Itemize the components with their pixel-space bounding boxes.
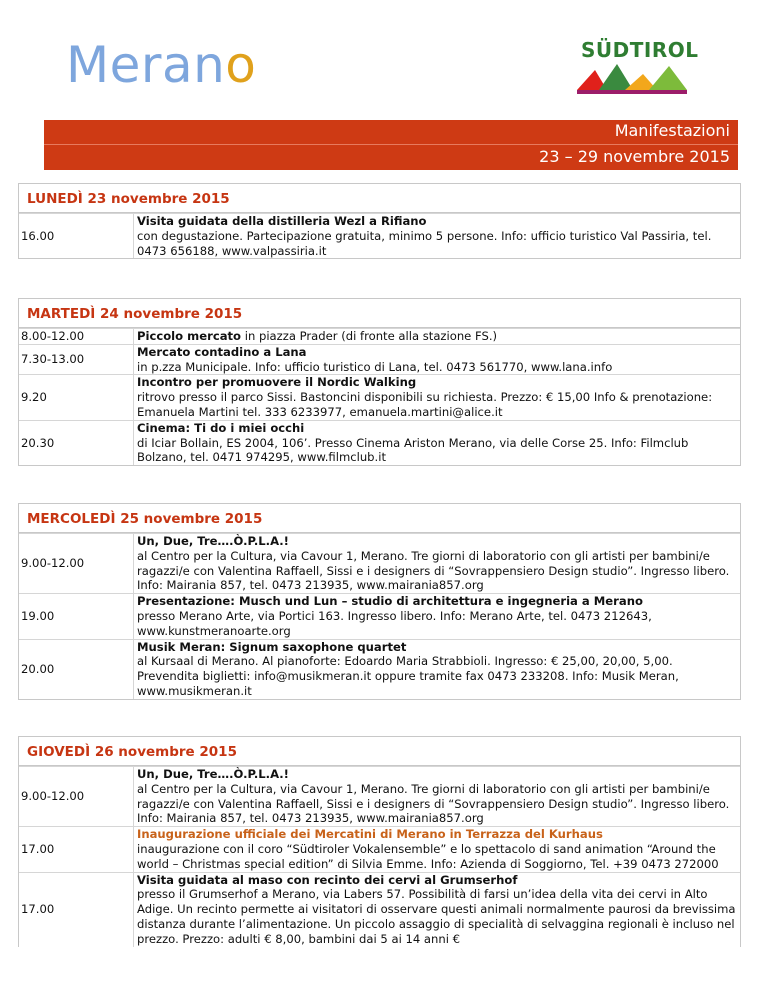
event-description [134, 214, 740, 258]
event-title: Visita guidata della distilleria Wezl a Rifiano [137, 214, 427, 228]
event-time: 20.00 [19, 640, 134, 699]
day-title [19, 184, 740, 213]
event-description [134, 421, 740, 465]
day-name: MERCOLEDÌ [27, 511, 116, 527]
event-time: 19.00 [19, 594, 134, 638]
merano-logo-o: o [225, 36, 257, 94]
event-title: Un, Due, Tre….Ò.P.L.A.! [137, 534, 289, 548]
event-time: 17.00 [19, 873, 134, 947]
event-title: Cinema: Ti do i miei occhi [137, 420, 305, 435]
event-row [19, 593, 740, 638]
day-block-wednesday [18, 503, 741, 700]
event-description [134, 827, 740, 871]
event-title: Presentazione: Musch und Lun – studio di architettura e ingegneria a Merano [137, 594, 643, 609]
sudtirol-logo [573, 34, 699, 96]
merano-logo [66, 36, 256, 94]
event-row [19, 420, 740, 465]
event-description [134, 534, 740, 593]
event-title: Un, Due, Tre….Ò.P.L.A.! [137, 767, 289, 781]
event-body: presso Merano Arte, via Portici 163. Ingresso libero. Info: Merano Arte, tel. 0473 212643, www.kunstmeranoarte.org [137, 608, 652, 638]
event-description [134, 375, 740, 419]
event-time: 17.00 [19, 827, 134, 871]
event-time: 8.00-12.00 [19, 329, 134, 344]
event-time: 9.00-12.00 [19, 767, 134, 826]
event-body: in p.zza Municipale. Info: ufficio turistico di Lana, tel. 0473 561770, www.lana.info [137, 359, 613, 374]
day-date: 23 novembre 2015 [82, 191, 230, 207]
event-row [19, 826, 740, 871]
event-body: con degustazione. Partecipazione gratuita, minimo 5 persone. Info: ufficio turistico Val Passiria, tel. 0473 656188, www.valpassiria.it [137, 228, 712, 258]
day-date: 26 novembre 2015 [90, 744, 237, 760]
event-body: ritrovo presso il parco Sissi. Bastoncini disponibili su richiesta. Prezzo: € 15,00 Info & prenotazione: Emanuela Martini tel. 333 6233977, emanuela.martini@alice.it [137, 390, 713, 419]
event-title: Visita guidata al maso con recinto dei cervi al Grumserhof [137, 872, 518, 887]
event-description [134, 594, 740, 638]
day-block-tuesday [18, 298, 741, 466]
header-title: Manifestazioni [614, 121, 730, 140]
header-divider [44, 144, 738, 145]
day-name: LUNEDÌ [27, 191, 83, 207]
header-dates: 23 – 29 novembre 2015 [539, 147, 730, 166]
event-body: al Centro per la Cultura, via Cavour 1, Merano. Tre giorni di laboratorio con gli artisti per bambini/e ragazzi/e con Valentina Raffaell, Sissi e i designers di “Sovrappensiero Design studio”. Ingresso libero. Info: Mairania 857, tel. 0473 213935, www.mairania857.org [137, 781, 730, 826]
event-row [19, 374, 740, 419]
event-time: 9.00-12.00 [19, 534, 134, 593]
event-description [134, 329, 740, 344]
event-row [19, 328, 740, 344]
event-body: al Kursaal di Merano. Al pianoforte: Edoardo Maria Strabbioli. Ingresso: € 25,00, 20,00, 5,00. Prevendita biglietti: info@musikmeran.it oppure tramite fax 0473 233208. Info: Musik Meran, www.musikmeran.it [137, 654, 679, 698]
event-description [134, 873, 740, 947]
event-time: 7.30-13.00 [19, 345, 134, 375]
event-title: Piccolo mercato [137, 329, 242, 343]
day-title [19, 504, 740, 533]
event-body: inaugurazione con il coro “Südtiroler Vokalensemble” e lo spettacolo di sand animation “Around the world – Christmas special edition” di Silvia Emme. Info: Azienda di Soggiorno, Tel. +39 0473 272000 [137, 841, 719, 871]
day-block-monday [18, 183, 741, 259]
event-row [19, 213, 740, 258]
sudtirol-mountains-icon [573, 60, 693, 96]
event-row [19, 533, 740, 593]
day-title [19, 299, 740, 328]
event-time: 16.00 [19, 214, 134, 258]
event-time: 9.20 [19, 375, 134, 419]
day-block-thursday [18, 736, 741, 947]
day-date: 25 novembre 2015 [115, 511, 263, 527]
event-row [19, 639, 740, 699]
event-description [134, 767, 740, 826]
event-title: Mercato contadino a Lana [137, 344, 307, 359]
event-title: Incontro per promuovere il Nordic Walking [137, 375, 417, 390]
event-row [19, 344, 740, 375]
event-description [134, 345, 740, 375]
day-title [19, 737, 740, 766]
event-title: Musik Meran: Signum saxophone quartet [137, 639, 407, 654]
day-name: GIOVEDÌ [27, 744, 91, 760]
merano-logo-text: Meran [66, 36, 226, 94]
event-title-rest: in piazza Prader (di fronte alla stazione FS.) [241, 329, 498, 343]
sudtirol-logo-text: SÜDTIROL [581, 38, 699, 62]
day-name: MARTEDÌ [27, 306, 96, 322]
day-date: 24 novembre 2015 [95, 306, 243, 322]
event-row [19, 766, 740, 826]
event-body: presso il Grumserhof a Merano, via Labers 57. Possibilità di farsi un’idea della vita dei cervi in Alto Adige. Un recinto permette ai visitatori di osservare questi animali normalmente paurosi da brevissima distanza durante l’alimentazione. Un piccolo assaggio di specialità di selvaggina regionali è incluso nel prezzo. Prezzo: adulti € 8,00, bambini dai 5 ai 14 anni € [137, 887, 736, 946]
event-body: di Iciar Bollain, ES 2004, 106’. Presso Cinema Ariston Merano, via delle Corse 25. Info: Filmclub Bolzano, tel. 0471 974295, www.filmclub.it [137, 435, 689, 465]
event-description [134, 640, 740, 699]
event-body: al Centro per la Cultura, via Cavour 1, Merano. Tre giorni di laboratorio con gli artisti per bambini/e ragazzi/e con Valentina Raffaell, Sissi e i designers di “Sovrappensiero Design studio”. Ingresso libero. Info: Mairania 857, tel. 0473 213935, www.mairania857.org [137, 548, 730, 593]
event-time: 20.30 [19, 421, 134, 465]
event-row [19, 872, 740, 947]
header-banner [44, 120, 738, 170]
event-title: Inaugurazione ufficiale dei Mercatini di Merano in Terrazza del Kurhaus [137, 827, 603, 842]
